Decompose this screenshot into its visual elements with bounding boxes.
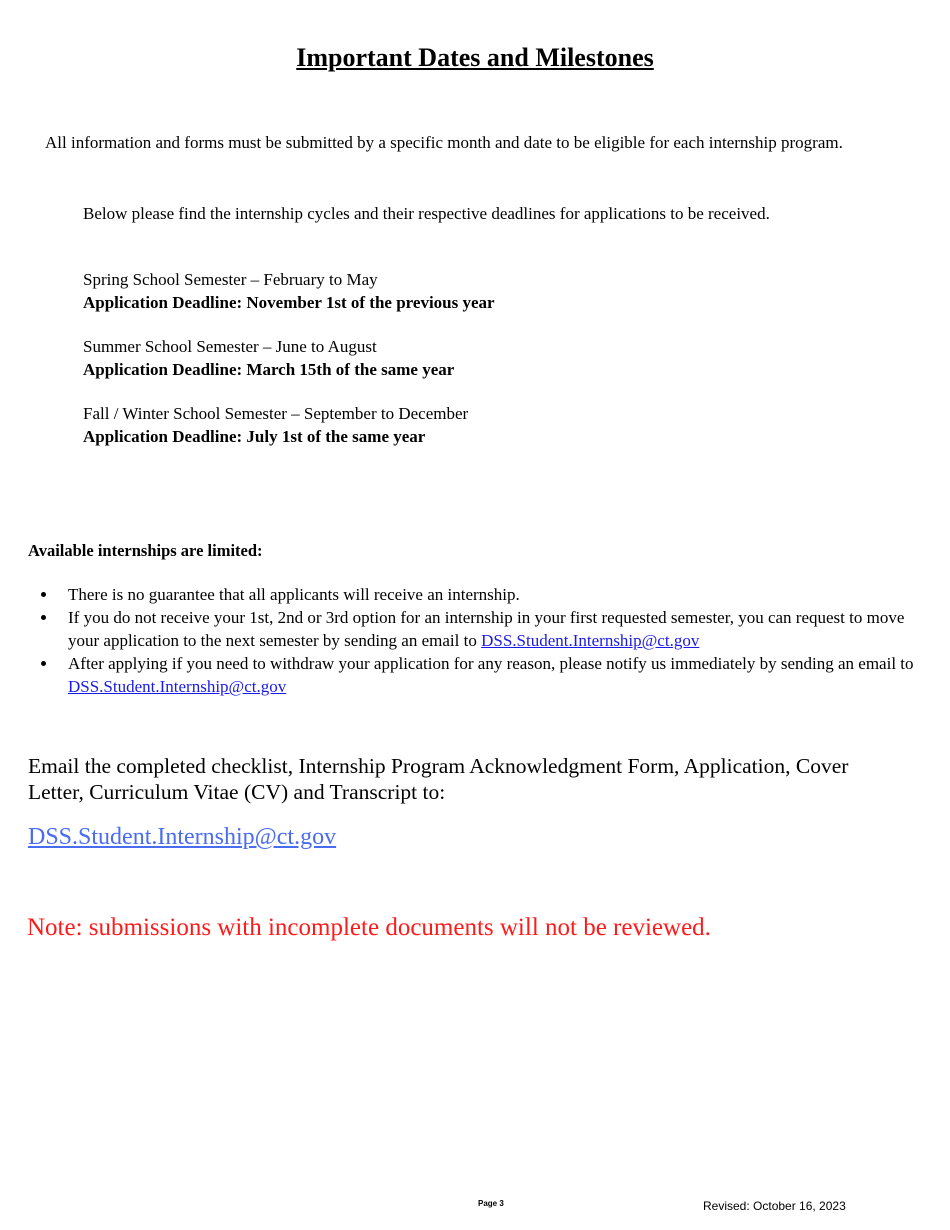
revised-date: Revised: October 16, 2023: [703, 1199, 846, 1213]
cycle-summer: [83, 335, 454, 381]
cycle-deadline: Application Deadline: November 1st of the previous year: [83, 293, 495, 312]
email-link[interactable]: DSS.Student.Internship@ct.gov: [481, 631, 700, 650]
bullet-text: After applying if you need to withdraw your application for any reason, please notify us immediately by sending an email to: [68, 654, 914, 673]
bullet-icon: [41, 661, 46, 666]
list-item: [38, 652, 938, 698]
cycle-deadline: Application Deadline: March 15th of the same year: [83, 360, 455, 379]
cycle-name: Summer School Semester – June to August: [83, 337, 377, 356]
incomplete-submission-note: Note: submissions with incomplete documents will not be reviewed.: [27, 914, 711, 941]
bullet-icon: [41, 592, 46, 597]
submission-email-link[interactable]: DSS.Student.Internship@ct.gov: [28, 824, 337, 850]
list-item: [38, 583, 938, 606]
cycle-deadline: Application Deadline: July 1st of the same year: [83, 427, 426, 446]
list-item: [38, 606, 938, 652]
email-link[interactable]: DSS.Student.Internship@ct.gov: [68, 677, 287, 696]
cycle-fall-winter: [83, 402, 468, 448]
limited-heading: Available internships are limited:: [28, 541, 263, 560]
bullet-text: There is no guarantee that all applicants will receive an internship.: [68, 585, 520, 604]
cycle-name: Spring School Semester – February to May: [83, 270, 378, 289]
page-number: Page 3: [478, 1199, 504, 1208]
email-instructions: Email the completed checklist, Internship Program Acknowledgment Form, Application, Cover Letter, Curriculum Vitae (CV) and Transcript to:: [28, 754, 849, 804]
cycle-name: Fall / Winter School Semester – September to December: [83, 404, 469, 423]
intro-text: All information and forms must be submitted by a specific month and date to be eligible for each internship program.: [45, 133, 843, 152]
page-title: Important Dates and Milestones: [296, 43, 654, 72]
limited-bullet-list: [38, 583, 938, 698]
bullet-text: If you do not receive your 1st, 2nd or 3rd option for an internship in your first requested semester, you can request to move your application to the next semester by sending an email to: [68, 608, 905, 650]
cycles-intro-text: Below please find the internship cycles and their respective deadlines for applications to be received.: [83, 204, 770, 223]
cycle-spring: [83, 268, 495, 314]
bullet-icon: [41, 615, 46, 620]
